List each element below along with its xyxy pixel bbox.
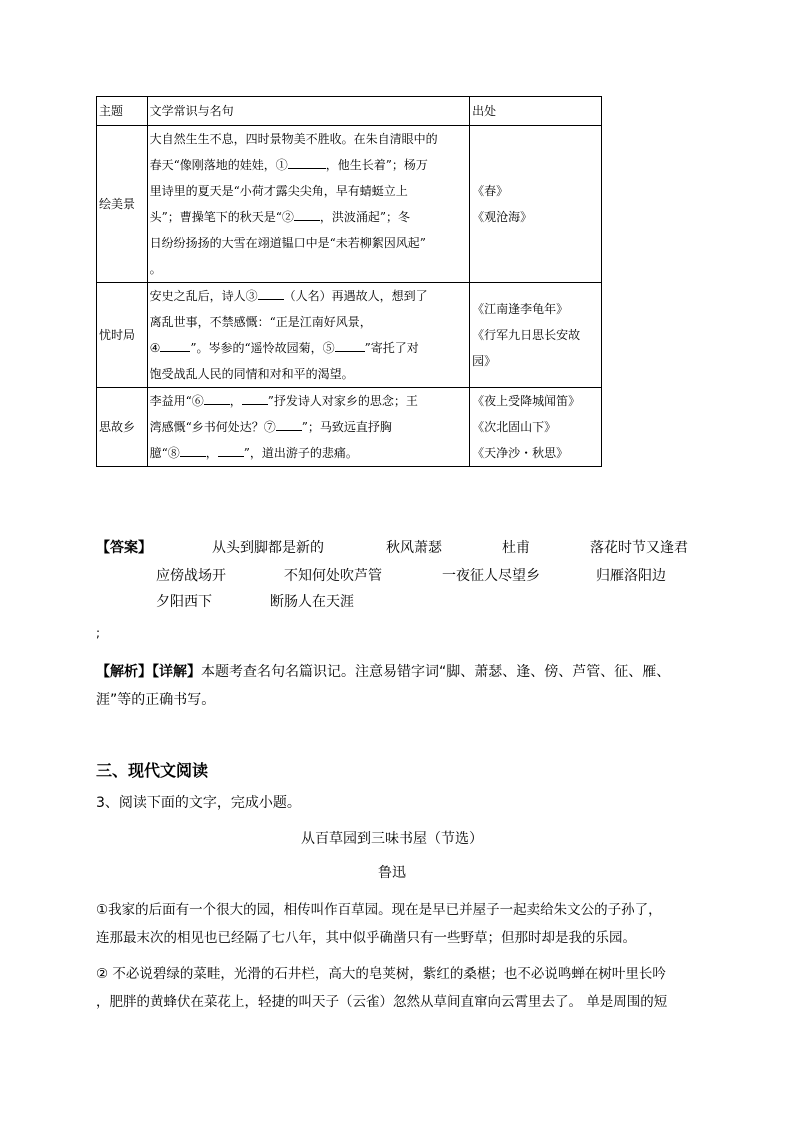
- content-text: ”，道出游子的悲痛。: [243, 446, 358, 460]
- content-line: [150, 126, 468, 152]
- fill-in-blank: [276, 416, 302, 431]
- table-row: [97, 283, 602, 388]
- answer-item: 归雁洛阳边: [596, 568, 666, 584]
- content-text: 日纷纷扬扬的大雪在翊道韫口中是“未若柳絮因风起”: [149, 236, 426, 250]
- content-text: ④: [149, 341, 161, 355]
- fill-in-blank: [294, 206, 320, 221]
- row-theme: 忧时局: [97, 283, 148, 388]
- source-title: 《夜上受降城闻笛》: [472, 394, 581, 408]
- answer-item: 应傍战场开: [156, 568, 226, 584]
- source-title: 《春》: [472, 184, 509, 198]
- header-content: 文学常识与名句: [147, 97, 470, 126]
- row-theme: 思故乡: [97, 388, 148, 467]
- content-text: 里诗里的夏天是“小荷才露尖尖角，早有蜻蜓立上: [149, 184, 408, 198]
- content-text: ”寄托了对: [364, 341, 419, 355]
- row-sources: [470, 388, 602, 467]
- content-line: [150, 440, 468, 466]
- paragraph-1: [96, 896, 688, 952]
- content-line: [150, 335, 468, 361]
- row-sources: [470, 126, 602, 283]
- content-text: 安史之乱后，诗人③: [149, 289, 258, 303]
- answer-row-3: [96, 592, 696, 612]
- answer-item: 落花时节又逢君: [590, 540, 688, 556]
- content-text: 饱受战乱人民的同情和对和平的渴望。: [149, 367, 354, 381]
- content-text: ，: [229, 394, 242, 408]
- content-text: 春天“像刚落地的娃娃，①: [149, 158, 288, 172]
- table-row: [97, 126, 602, 283]
- paragraph-line: ①我家的后面有一个很大的园，相传叫作百草园。现在是早已并屋子一起卖给朱文公的子孙了，: [96, 902, 662, 918]
- header-source: 出处: [470, 97, 602, 126]
- header-theme: 主题: [97, 97, 148, 126]
- row-content: [147, 388, 470, 467]
- source-title: 《江南逢李龟年》: [472, 302, 569, 316]
- content-line: [150, 414, 468, 440]
- section-heading: 三、现代文阅读: [96, 761, 209, 780]
- source-title: 《行军九日思长安故: [472, 328, 581, 342]
- row-content: [147, 283, 470, 388]
- content-line: [150, 361, 468, 387]
- row-theme: 绘美景: [97, 126, 148, 283]
- table-row: [97, 388, 602, 467]
- source-title: 园》: [472, 354, 497, 368]
- content-text: 李益用“⑥: [149, 394, 204, 408]
- answer-item: 夕阳西下: [156, 594, 212, 610]
- source-title: 《观沧海》: [472, 210, 533, 224]
- analysis-text: 涯”等的正确书写。: [96, 692, 216, 708]
- answer-item: 杜甫: [502, 540, 530, 556]
- paragraph-2: [96, 960, 688, 1016]
- content-text: ”；马致远直抒胸: [301, 420, 392, 434]
- answer-row-1: [96, 538, 696, 558]
- content-text: ，: [205, 446, 218, 460]
- content-text: 湾感慨“乡书何处达？⑦: [149, 420, 276, 434]
- fill-in-blank: [160, 337, 190, 352]
- answer-item: 秋风萧瑟: [386, 540, 442, 556]
- fill-in-blank: [218, 442, 244, 457]
- fill-in-blank: [288, 154, 326, 169]
- article-title: 从百草园到三味书屋（节选）: [301, 831, 483, 847]
- content-text: 头”；曹操笔下的秋天是“②: [149, 210, 294, 224]
- analysis-text: 本题考查名句名篇识记。注意易错字词“脚、萧瑟、逢、傍、芦管、征、雁、: [201, 664, 671, 680]
- content-line: [150, 309, 468, 335]
- content-text: ”。岑参的“遥怜故园菊，⑤: [190, 341, 335, 355]
- article-author: 鲁迅: [378, 865, 406, 881]
- content-line: [150, 388, 468, 414]
- table-header-row: [97, 97, 602, 126]
- literature-table: [96, 96, 602, 467]
- content-line: [150, 204, 468, 230]
- source-title: 《次北固山下》: [472, 420, 557, 434]
- paragraph-line: ② 不必说碧绿的菜畦，光滑的石井栏，高大的皂荚树，紫红的桑椹；也不必说鸣蝉在树叶里长吟: [96, 966, 666, 982]
- content-text: 臆“⑧: [149, 446, 180, 460]
- fill-in-blank: [204, 390, 230, 405]
- answer-item: 断肠人在天涯: [270, 594, 354, 610]
- content-text: ，洪波涌起”；冬: [319, 210, 410, 224]
- paragraph-line: ，肥胖的黄蜂伏在菜花上，轻捷的叫天子（云雀）忽然从草间直窜向云霄里去了。 单是周围的短: [96, 994, 668, 1010]
- question-prompt: 3、阅读下面的文字，完成小题。: [96, 795, 301, 811]
- answer-item: 从头到脚都是新的: [212, 540, 324, 556]
- content-text: 离乱世事，不禁感慨：“正是江南好风景，: [149, 315, 372, 329]
- content-line: [150, 256, 468, 282]
- content-line: [150, 230, 468, 256]
- row-sources: [470, 283, 602, 388]
- content-text: （人名）再遇故人，想到了: [283, 289, 428, 303]
- analysis: [96, 658, 688, 714]
- semicolon: ;: [96, 626, 101, 640]
- answer-row-2: [96, 566, 696, 586]
- answer-item: 不知何处吹芦管: [284, 568, 382, 584]
- content-text: 大自然生生不息，四时景物美不胜收。在朱自清眼中的: [149, 132, 438, 146]
- content-line: [150, 152, 468, 178]
- fill-in-blank: [242, 390, 268, 405]
- analysis-label: 【解析】【详解】: [96, 664, 201, 680]
- paragraph-line: 连那最末次的相见也已经隔了七八年，其中似乎确凿只有一些野草；但那时却是我的乐园。: [96, 930, 636, 946]
- content-line: [150, 178, 468, 204]
- answer-label: 【答案】: [96, 540, 152, 556]
- source-title: 《天净沙・秋思》: [472, 446, 569, 460]
- answer-item: 一夜征人尽望乡: [442, 568, 540, 584]
- fill-in-blank: [180, 442, 206, 457]
- row-content: [147, 126, 470, 283]
- fill-in-blank: [335, 337, 365, 352]
- fill-in-blank: [258, 285, 284, 300]
- content-line: [150, 283, 468, 309]
- content-text: 。: [149, 262, 162, 276]
- content-text: ”抒发诗人对家乡的思念；王: [267, 394, 418, 408]
- content-text: ，他生长着”；杨万: [325, 158, 428, 172]
